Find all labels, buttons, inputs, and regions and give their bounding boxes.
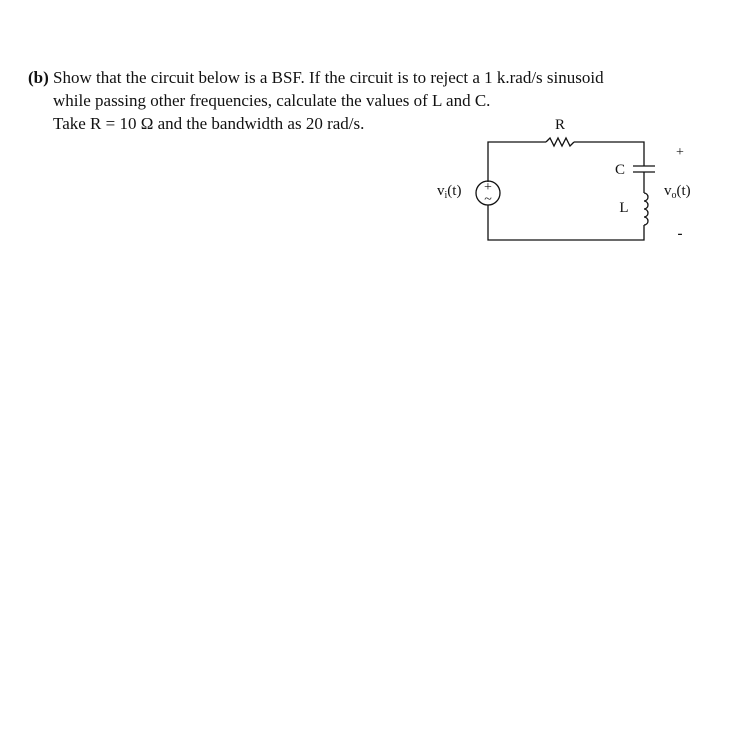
question-line-1-text: Show that the circuit below is a BSF. If the circuit is to reject a 1 k.rad/s sinusoid (53, 68, 604, 87)
top-wire-right (574, 142, 644, 166)
capacitor-label: C (614, 162, 626, 178)
question-label: (b) (28, 68, 49, 87)
source-label-tail: (t) (447, 183, 462, 199)
output-minus: - (677, 226, 683, 242)
source-label (437, 183, 461, 201)
question-line-2: while passing other frequencies, calculate the values of L and C. (53, 91, 491, 110)
output-plus: + (676, 145, 684, 160)
inductor-symbol (644, 193, 648, 225)
resistor-label: R (554, 117, 566, 133)
output-label-subscript: o (671, 190, 677, 201)
output-label-main: v (664, 183, 672, 199)
inductor-label: L (619, 200, 629, 216)
output-label (664, 183, 691, 201)
resistor-symbol (546, 138, 574, 146)
output-label-tail: (t) (676, 183, 691, 199)
question-line-3: Take R = 10 Ω and the bandwidth as 20 rad/s. (53, 114, 365, 133)
source-tilde: ~ (484, 192, 492, 207)
source-label-subscript: i (444, 190, 448, 201)
top-wire-left (488, 142, 546, 182)
source-label-main: v (437, 183, 445, 199)
source-plus-sign: + (484, 180, 492, 195)
